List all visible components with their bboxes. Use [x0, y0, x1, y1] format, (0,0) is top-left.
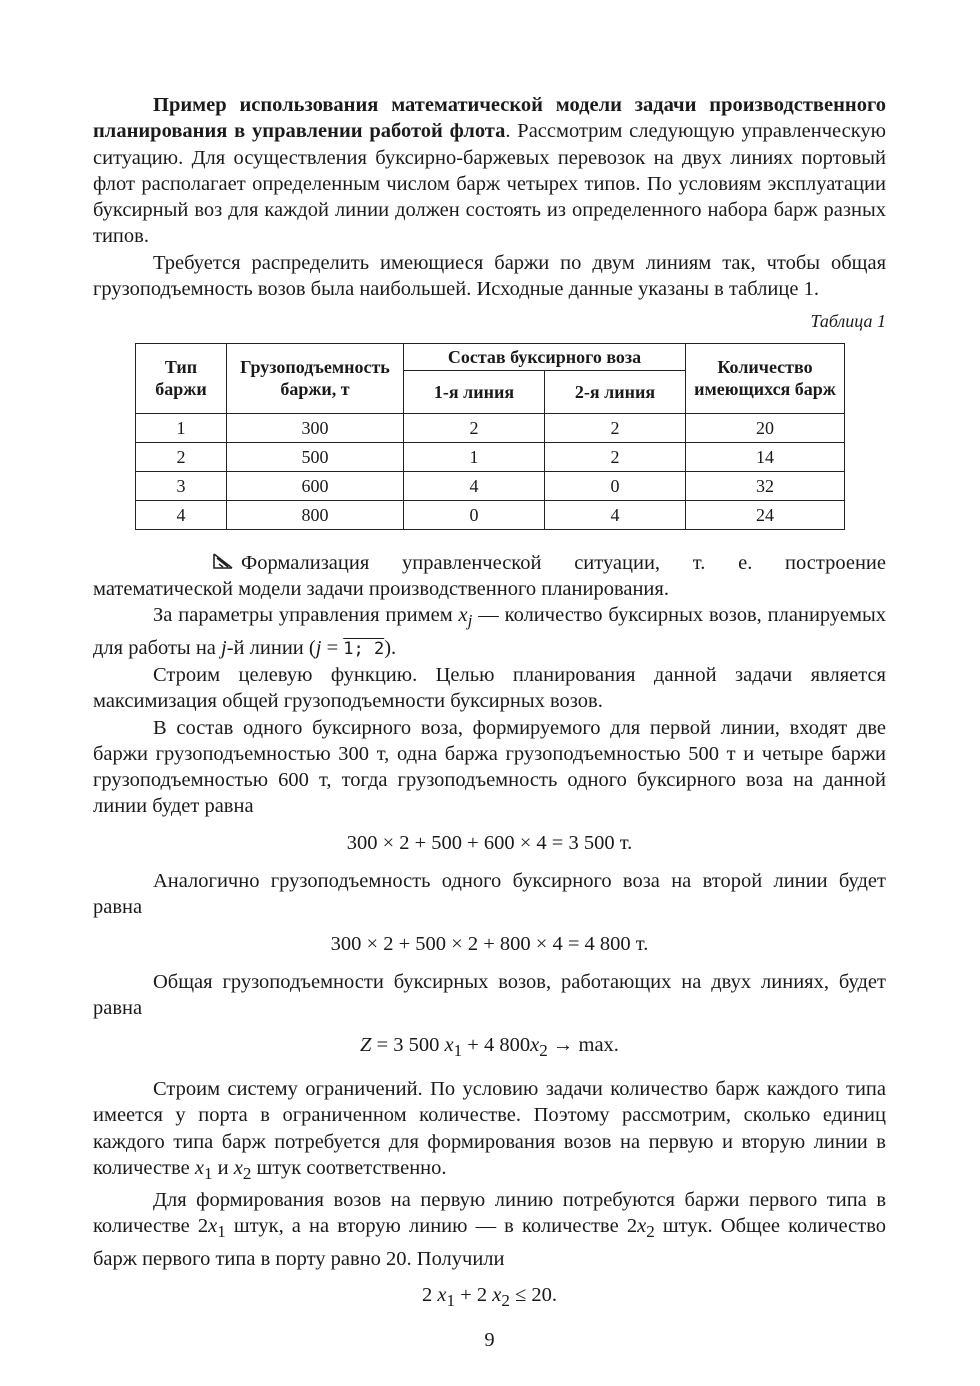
table-caption: Таблица 1 — [810, 311, 886, 332]
table-cell: 3 — [136, 471, 227, 500]
paragraph-total: Общая грузоподъемности буксирных возов, работающих на двух линиях, будет равна — [93, 970, 886, 1020]
formalization-text: Формализация управленческой ситуации, т. е. построение математической модели задачи производственного планирования. — [93, 551, 886, 600]
var-x: $x_j$ — [458, 604, 473, 631]
header-composition: Состав буксирного воза — [404, 343, 686, 370]
table-cell: 14 — [686, 442, 845, 471]
paragraph-parameters: За параметры управления примем $x_j$ — количество буксирных возов, планируемых для работы на j-й линии (j = 1; 2). — [93, 604, 886, 659]
params-range: 1; 2 — [343, 638, 385, 659]
table-cell: 4 — [545, 500, 686, 529]
first-c: штук. Общее количество барж первого типа в порту равно 20. Получили — [93, 1215, 886, 1270]
page-number: 9 — [484, 1328, 495, 1351]
params-text-c: -й линии ( — [226, 636, 316, 659]
table-cell: 2 — [136, 442, 227, 471]
constraints-b: и — [212, 1156, 234, 1179]
paragraph-first-type: Для формирования возов на первую линию потребуются баржи первого типа в количестве $2x_1$ штук, а на вторую линию — в количестве $2x_2$ штук. Общее количество барж первого типа в порту равно 20. Получили — [93, 1189, 886, 1270]
obj-a: = 3 500 — [371, 1033, 445, 1056]
pencil-icon — [153, 550, 233, 576]
barge-table — [135, 343, 845, 530]
table-cell: 500 — [227, 442, 404, 471]
formula-constraint: 2 $x_1 + 2$ $x_2 \le 20$. — [421, 1284, 557, 1311]
paragraph-constraints: Строим систему ограничений. По условию задачи количество барж каждого типа имеется у порта в ограниченном количестве. Поэтому рассмотрим, сколько единиц каждого типа барж потребуется для формирования возов на первую и вторую линии в количестве $x_1$ и $x_2$ штук соответственно. — [93, 1077, 886, 1183]
intro-paragraph — [93, 92, 886, 250]
table-cell: 0 — [545, 471, 686, 500]
params-text-b: — количество буксирных возов, планируемых для работы на — [93, 604, 886, 659]
formula-line2: 300 × 2 + 500 × 2 + 800 × 4 = 4 800 т. — [330, 932, 649, 955]
var-j: j — [221, 636, 227, 659]
first-b: штук, а на вторую линию — в количестве 2 — [225, 1215, 638, 1238]
header-line2: 2-я линия — [545, 370, 686, 413]
table-row — [136, 471, 845, 500]
c-a: 2 — [421, 1284, 438, 1307]
table-cell: 2 — [404, 413, 545, 442]
table-cell: 2 — [545, 442, 686, 471]
table-cell: 800 — [227, 500, 404, 529]
formula-line1: 300 × 2 + 500 + 600 × 4 = 3 500 т. — [346, 831, 633, 854]
paragraph-formalization — [93, 550, 886, 603]
table-cell: 20 — [686, 413, 845, 442]
table-row — [136, 413, 845, 442]
table-cell: 2 — [545, 413, 686, 442]
header-capacity: Грузоподъемность баржи, т — [227, 343, 404, 413]
table-cell: 4 — [136, 500, 227, 529]
table-row — [136, 442, 845, 471]
table-cell: 4 — [404, 471, 545, 500]
paragraph-requirement: Требуется распределить имеющиеся баржи по двум линиям так, чтобы общая грузоподъемность возов была наибольшей. Исходные данные указаны в таблице 1. — [93, 251, 886, 301]
table-row — [136, 500, 845, 529]
intro-text: . Рассмотрим следующую управленческую ситуацию. Для осуществления буксирно-баржевых перевозок на двух линиях портовый флот располагает определенным числом барж четырех типов. По условиям эксплуатации буксирный воз для каждой линии должен состоять из определенного набора барж разных типов. — [93, 120, 886, 248]
obj-c: → max. — [547, 1033, 619, 1056]
table-cell: 0 — [404, 500, 545, 529]
formula-objective: Z = 3 500 $x_1 + 4$ $800x_2 \to \max$. — [360, 1033, 619, 1060]
header-type: Тип баржи — [136, 343, 227, 413]
intro-title: Пример использования математической модели задачи производственного планирования в управлении работой флота — [93, 94, 886, 143]
table-cell: 32 — [686, 471, 845, 500]
header-line1: 1-я линия — [404, 370, 545, 413]
table-cell: 1 — [404, 442, 545, 471]
table-cell: 24 — [686, 500, 845, 529]
table-cell: 600 — [227, 471, 404, 500]
paragraph-line2: Аналогично грузоподъемность одного буксирного воза на второй линии будет равна — [93, 870, 886, 919]
c-c: ≤ 20. — [509, 1284, 557, 1307]
header-count: Количество имеющихся барж — [686, 343, 845, 413]
constraints-c: штук соответственно. — [251, 1156, 447, 1179]
params-text-a: За параметры управления примем — [153, 604, 459, 627]
page-content — [93, 92, 886, 1353]
table-cell: 300 — [227, 413, 404, 442]
paragraph-target: Строим целевую функцию. Целью планирования данной задачи является максимизация общей грузоподъемности буксирных возов. — [93, 663, 886, 713]
first-a: Для формирования возов на первую линию потребуются баржи первого типа в количестве 2 — [93, 1189, 886, 1238]
c-b: + 2 — [455, 1284, 493, 1307]
table-cell: 1 — [136, 413, 227, 442]
constraints-a: Строим систему ограничений. По условию задачи количество барж каждого типа имеется у порта в ограниченном количестве. Поэтому рассмотрим, сколько единиц каждого типа барж потребуется для формирования возов на первую и вторую линии в количестве — [93, 1077, 886, 1179]
paragraph-line1: В состав одного буксирного воза, формируемого для первой линии, входят две баржи грузоподъемностью 300 т, одна баржа грузоподъемностью 500 т и четыре баржи грузоподъемностью 600 т, тогда грузоподъемность одного буксирного воза на данной линии будет равна — [93, 716, 886, 818]
obj-b: + 4 800 — [462, 1033, 531, 1056]
